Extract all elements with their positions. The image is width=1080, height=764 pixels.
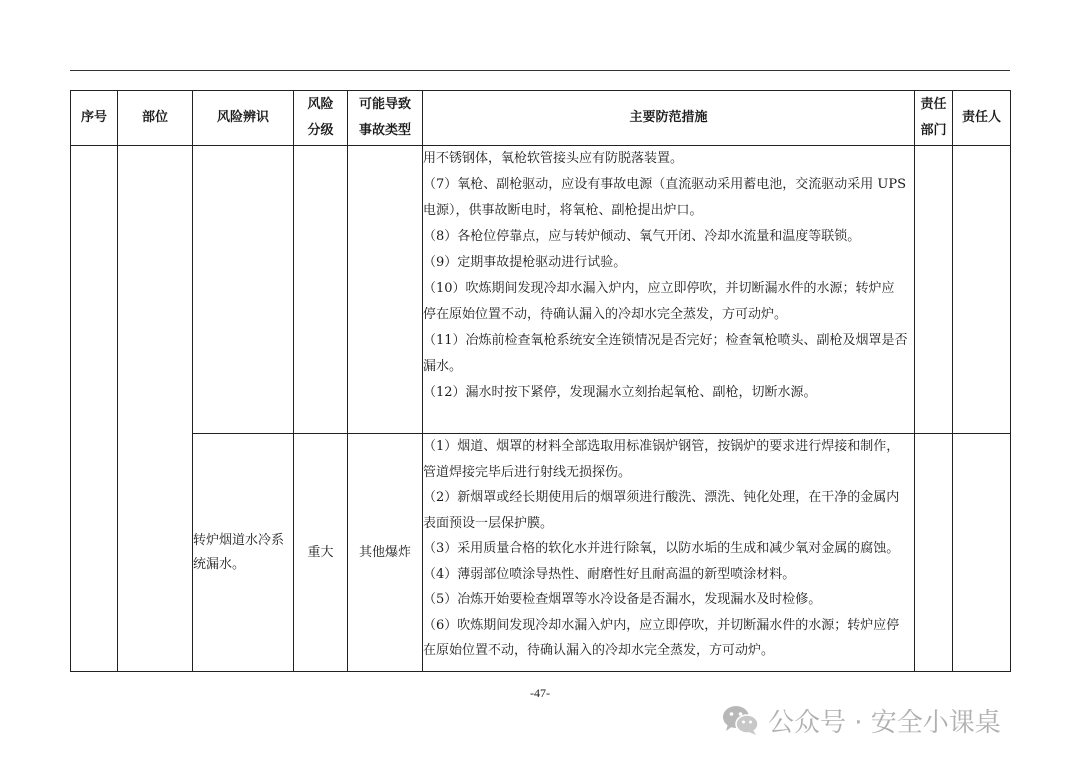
- cell-accident-type: [348, 146, 423, 434]
- header-seq: 序号: [71, 91, 118, 146]
- measure-line: 电源），供事故断电时，将氧枪、副枪提出炉口。: [423, 203, 703, 218]
- measure-line: （9）定期事故提枪驱动进行试验。: [423, 255, 627, 270]
- header-risk-level-line1: 风险: [307, 97, 334, 112]
- measure-line: （3）采用质量合格的软化水并进行除氧，以防水垢的生成和减少氧对金属的腐蚀。: [423, 541, 900, 556]
- header-accident-type-line1: 可能导致: [358, 97, 411, 112]
- table-header-row: [71, 91, 1011, 146]
- table-row: [71, 434, 1011, 672]
- measure-line: （2）新烟罩或经长期使用后的烟罩须进行酸洗、漂洗、钝化处理，在干净的金属内: [423, 490, 900, 505]
- header-accident-type-line2: 事故类型: [358, 123, 411, 138]
- measure-line: （7）氧枪、副枪驱动，应设有事故电源（直流驱动采用蓄电池，交流驱动采用 UPS: [423, 177, 907, 192]
- header-part: 部位: [118, 91, 193, 146]
- cell-dept: [915, 146, 953, 434]
- header-measures: 主要防范措施: [423, 91, 915, 146]
- measure-line: （8）各枪位停靠点，应与转炉倾动、氧气开闭、冷却水流量和温度等联锁。: [423, 229, 861, 244]
- cell-risk-identification: [193, 146, 294, 434]
- measure-line: （1）烟道、烟罩的材料全部选取用标准锅炉钢管，按锅炉的要求进行焊接和制作，: [423, 439, 900, 454]
- header-dept-line1: 责任: [920, 97, 947, 112]
- page-number: -47-: [530, 686, 550, 700]
- measure-line: 停在原始位置不动，待确认漏入的冷却水完全蒸发，方可动炉。: [423, 307, 788, 322]
- wechat-icon: [722, 704, 760, 736]
- cell-person: [953, 434, 1011, 672]
- risk-control-table: [70, 90, 1011, 672]
- measure-line: 管道焊接完毕后进行射线无损探伤。: [423, 464, 632, 480]
- cell-measures: [423, 146, 915, 434]
- cell-seq: [71, 146, 118, 672]
- measure-line: （10）吹炼期间发现冷却水漏入炉内，应立即停吹，并切断漏水件的水源；转炉应: [423, 281, 895, 296]
- cell-accident-type: 其他爆炸: [348, 434, 423, 672]
- watermark-text: 公众号 · 安全小课桌: [768, 707, 1001, 738]
- measure-line: （4）薄弱部位喷涂导热性、耐磨性好且耐高温的新型喷涂材料。: [423, 566, 796, 582]
- header-person: 责任人: [953, 91, 1011, 146]
- measure-line: 漏水。: [423, 359, 463, 374]
- cell-measures: [423, 434, 915, 672]
- header-risk-level: [294, 91, 348, 146]
- measure-line: （11）冶炼前检查氧枪系统安全连锁情况是否完好；检查氧枪喷头、副枪及烟罩是否: [423, 333, 908, 348]
- measure-line: （5）冶炼开始要检查烟罩等水冷设备是否漏水，发现漏水及时检修。: [423, 592, 822, 607]
- cell-risk-level: [294, 146, 348, 434]
- measure-line: （12）漏水时按下紧停，发现漏水立刻抬起氧枪、副枪，切断水源。: [423, 385, 817, 400]
- cell-part: [118, 146, 193, 672]
- header-rule: [70, 70, 1010, 71]
- header-risk-level-line2: 分级: [307, 123, 334, 138]
- watermark: [722, 702, 1001, 738]
- header-dept-line2: 部门: [920, 123, 947, 138]
- cell-person: [953, 146, 1011, 434]
- header-accident-type: [348, 91, 423, 146]
- header-risk-identification: 风险辨识: [193, 91, 294, 146]
- measure-line: （6）吹炼期间发现冷却水漏入炉内，应立即停吹，并切断漏水件的水源；转炉应停: [423, 617, 900, 633]
- cell-risk-level: 重大: [294, 434, 348, 672]
- cell-dept: [915, 434, 953, 672]
- cell-risk-identification: 转炉烟道水冷系统漏水。: [193, 434, 294, 672]
- measure-line: 表面预设一层保护膜。: [423, 515, 554, 531]
- table-row: [71, 146, 1011, 434]
- measure-line: 用不锈钢体，氧枪软管接头应有防脱落装置。: [423, 151, 684, 166]
- measure-line: 在原始位置不动，待确认漏入的冷却水完全蒸发，方可动炉。: [423, 643, 775, 658]
- header-dept: [915, 91, 953, 146]
